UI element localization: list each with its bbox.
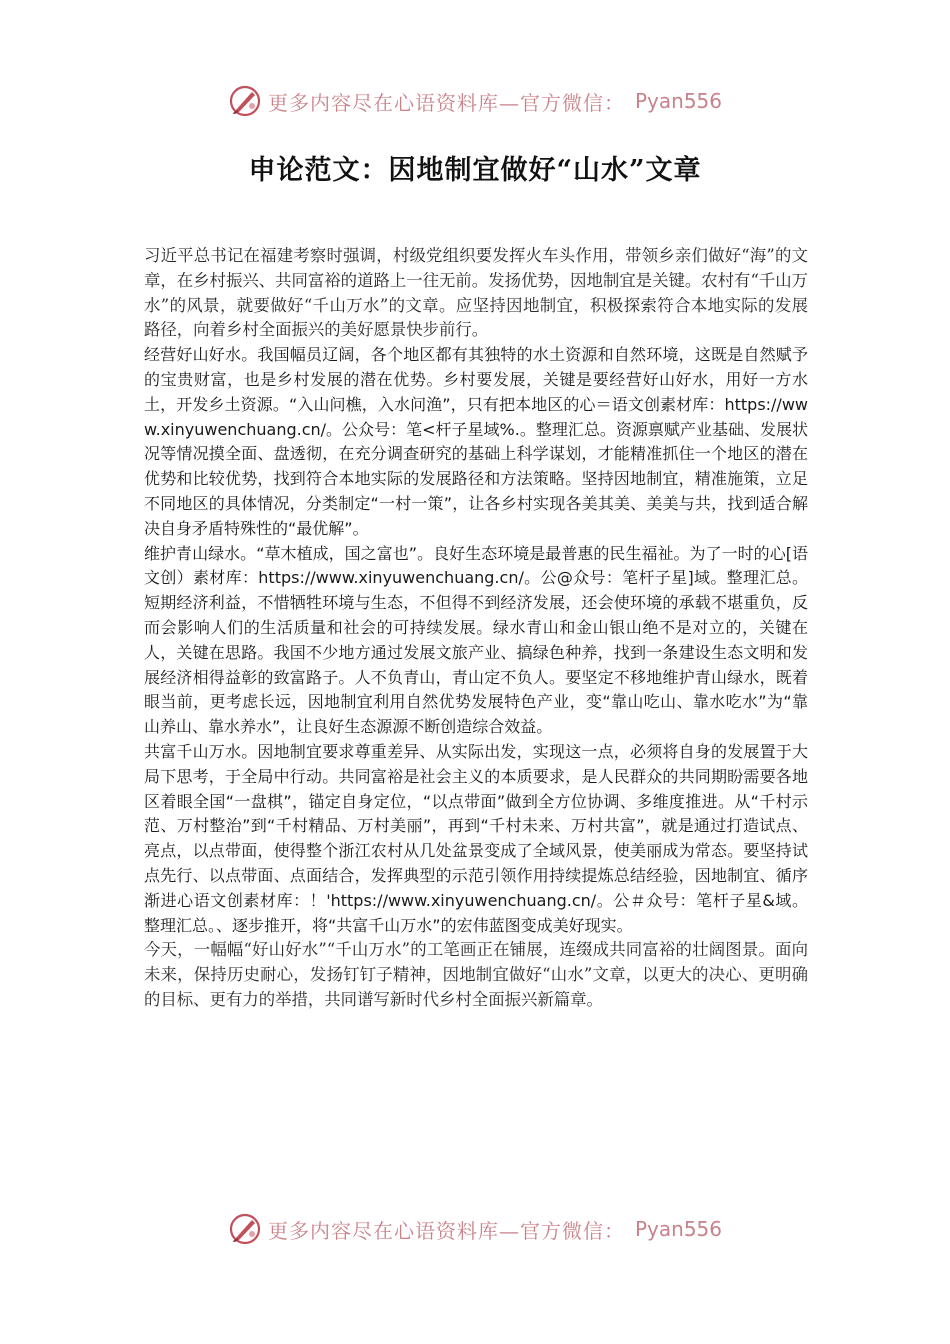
brush-logo-icon — [228, 84, 262, 118]
article-body — [144, 244, 808, 1013]
paragraph-protect-ecology: 维护青山绿水。“草木植成，国之富也”。良好生态环境是最普惠的民生福祉。为了一时的心[语文创）素材库：https://www.xinyuwenchuang.cn/。公@众号：笔杆子星]域。整理汇总。短期经济利益，不惜牺牲环境与生态，不但得不到经济发展，还会使环境的承载不堪重负，反而会影响人们的生活质量和社会的可持续发展。绿水青山和金山银山绝不是对立的，关键在人，关键在思路。我国不少地方通过发展文旅产业、搞绿色种养，找到一条建设生态文明和发展经济相得益彰的致富路子。人不负青山，青山定不负人。要坚定不移地维护青山绿水，既着眼当前，更考虑长远，因地制宜利用自然优势发展特色产业，变“靠山吃山、靠水吃水”为“靠山养山、靠水养水”，让良好生态源源不断创造综合效益。 — [144, 543, 808, 737]
paragraph-common-prosperity: 共富千山万水。因地制宜要求尊重差异、从实际出发，实现这一点，必须将自身的发展置于大局下思考，于全局中行动。共同富裕是社会主义的本质要求，是人民群众的共同期盼需要各地区着眼全国“一盘棋”，锚定自身定位，“以点带面”做到全方位协调、多维度推进。从“千村示范、万村整治”到“千村精品、万村美丽”，再到“千村未来、万村共富”，就是通过打造试点、亮点，以点带面，使得整个浙江农村从几处盆景变成了全域风景，使美丽成为常态。要坚持试点先行、以点带面、点面结合，发挥典型的示范引领作用持续提炼总结经验，因地制宜、循序渐进心语文创素材库：！'https://www.xinyuwenchuang.cn/。公＃众号：笔杆子星&域。整理汇总。、逐步推开，将“共富千山万水”的宏伟蓝图变成美好现实。 — [144, 741, 808, 935]
paragraph-intro: 习近平总书记在福建考察时强调，村级党组织要发挥火车头作用，带领乡亲们做好“海”的文章，在乡村振兴、共同富裕的道路上一往无前。发扬优势，因地制宜是关键。农村有“千山万水”的风景，就要做好“千山万水”的文章。应坚持因地制宜，积极探索符合本地实际的发展路径，向着乡村全面振兴的美好愿景快步前行。 — [144, 246, 809, 340]
footer-banner — [0, 1212, 950, 1246]
paragraph-manage-landscape: 经营好山好水。我国幅员辽阔，各个地区都有其独特的水土资源和自然环境，这既是自然赋予的宝贵财富，也是乡村发展的潜在优势。乡村要发展，关键是要经营好山好水，用好一方水土，开发乡土资源。“入山问樵，入水问渔”，只有把本地区的心＝语文创素材库：https://www.xinyuwenchuang.cn/。公众号：笔<杆子星域%.。整理汇总。资源禀赋产业基础、发展状况等情况摸全面、盘透彻，在充分调查研究的基础上科学谋划，才能精准抓住一个地区的潜在优势和比较优势，找到符合本地实际的发展路径和方法策略。坚持因地制宜，精准施策，立足不同地区的具体情况，分类制定“一村一策”，让各乡村实现各美其美、美美与共，找到适合解决自身矛盾特殊性的“最优解”。 — [144, 345, 808, 538]
banner-wechat-id: Pyan556 — [634, 89, 722, 113]
banner-text: 更多内容尽在心语资料库—官方微信： — [267, 1218, 625, 1243]
banner-text: 更多内容尽在心语资料库—官方微信： — [267, 90, 625, 115]
paragraph-conclusion: 今天，一幅幅“好山好水”“千山万水”的工笔画正在铺展，连缀成共同富裕的壮阔图景。面向未来，保持历史耐心，发扬钉钉子精神，因地制宜做好“山水”文章，以更大的决心、更明确的目标、更有力的举措，共同谱写新时代乡村全面振兴新篇章。 — [144, 940, 808, 1009]
header-banner — [0, 84, 950, 118]
page-title: 申论范文：因地制宜做好“山水”文章 — [248, 155, 702, 186]
banner-wechat-id: Pyan556 — [634, 1217, 722, 1241]
brush-logo-icon — [228, 1212, 262, 1246]
